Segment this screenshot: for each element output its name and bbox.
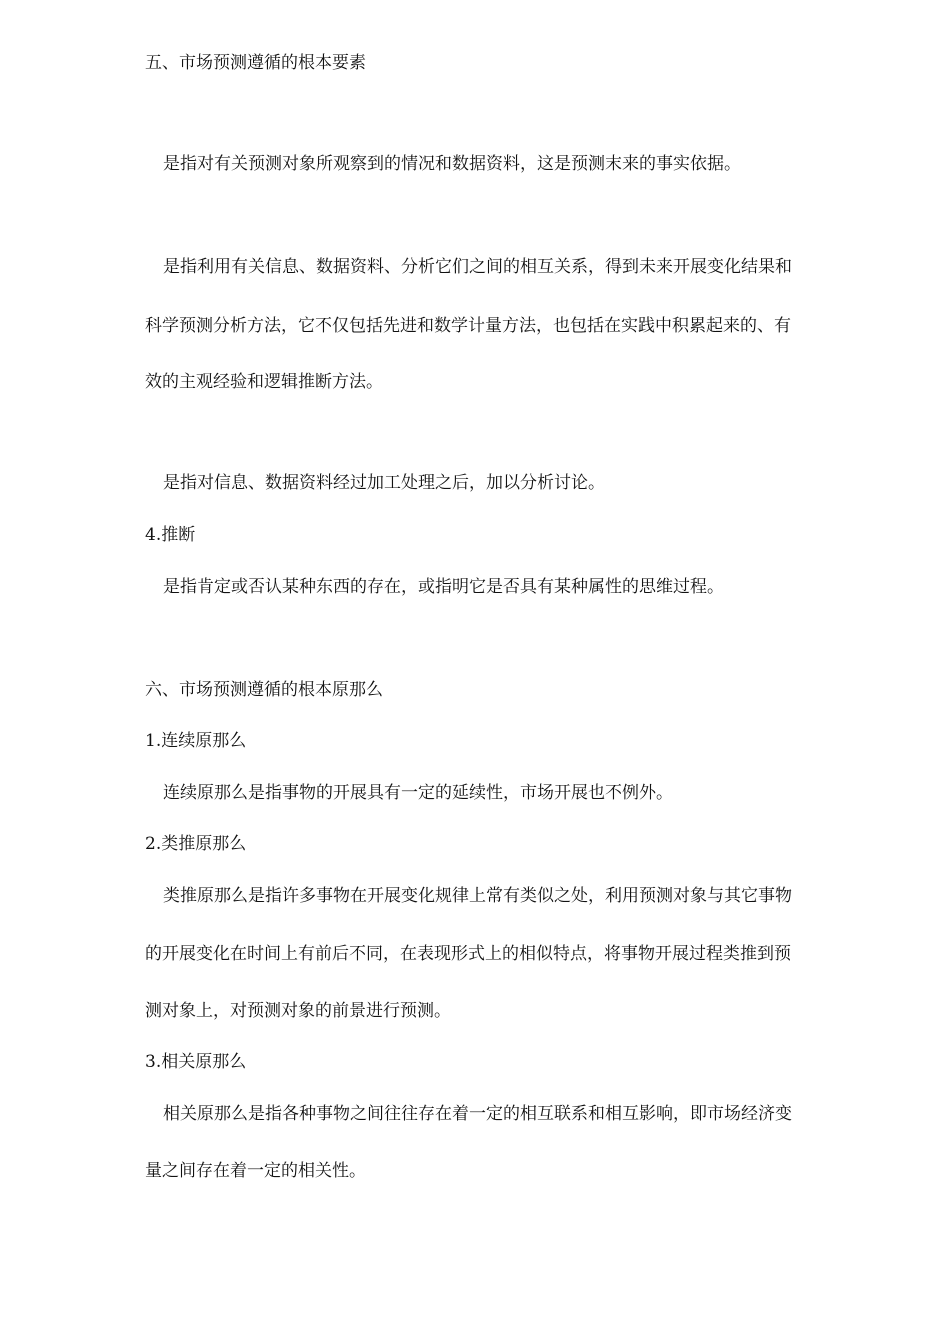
principle3-description-line2: 量之间存在着一定的相关性。 [145, 1161, 366, 1181]
section5-heading: 五、市场预测遵循的根本要素 [145, 53, 366, 73]
principle2-description-line1: 类推原那么是指许多事物在开展变化规律上常有类似之处，利用预测对象与其它事物 [163, 886, 792, 906]
principle2-description-line2: 的开展变化在时间上有前后不同，在表现形式上的相似特点，将事物开展过程类推到预 [145, 944, 791, 964]
item1-description: 是指对有关预测对象所观察到的情况和数据资料，这是预测末来的事实依据。 [163, 154, 741, 174]
item4-title: 4.推断 [145, 525, 196, 545]
item4-description: 是指肯定或否认某种东西的存在，或指明它是否具有某种属性的思维过程。 [163, 577, 724, 597]
item2-description-line2: 科学预测分析方法，它不仅包括先进和数学计量方法，也包括在实践中积累起来的、有 [145, 316, 791, 336]
section6-heading: 六、市场预测遵循的根本原那么 [145, 680, 383, 700]
principle1-description: 连续原那么是指事物的开展具有一定的延续性，市场开展也不例外。 [163, 783, 673, 803]
item2-description-line1: 是指利用有关信息、数据资料、分析它们之间的相互关系，得到未来开展变化结果和 [163, 257, 792, 277]
principle2-title: 2.类推原那么 [145, 834, 247, 854]
principle3-title: 3.相关原那么 [145, 1052, 247, 1072]
principle3-description-line1: 相关原那么是指各种事物之间往往存在着一定的相互联系和相互影响，即市场经济变 [163, 1104, 792, 1124]
principle2-description-line3: 测对象上，对预测对象的前景进行预测。 [145, 1001, 451, 1021]
item2-description-line3: 效的主观经验和逻辑推断方法。 [145, 372, 383, 392]
item3-description: 是指对信息、数据资料经过加工处理之后，加以分析讨论。 [163, 473, 605, 493]
principle1-title: 1.连续原那么 [145, 731, 247, 751]
